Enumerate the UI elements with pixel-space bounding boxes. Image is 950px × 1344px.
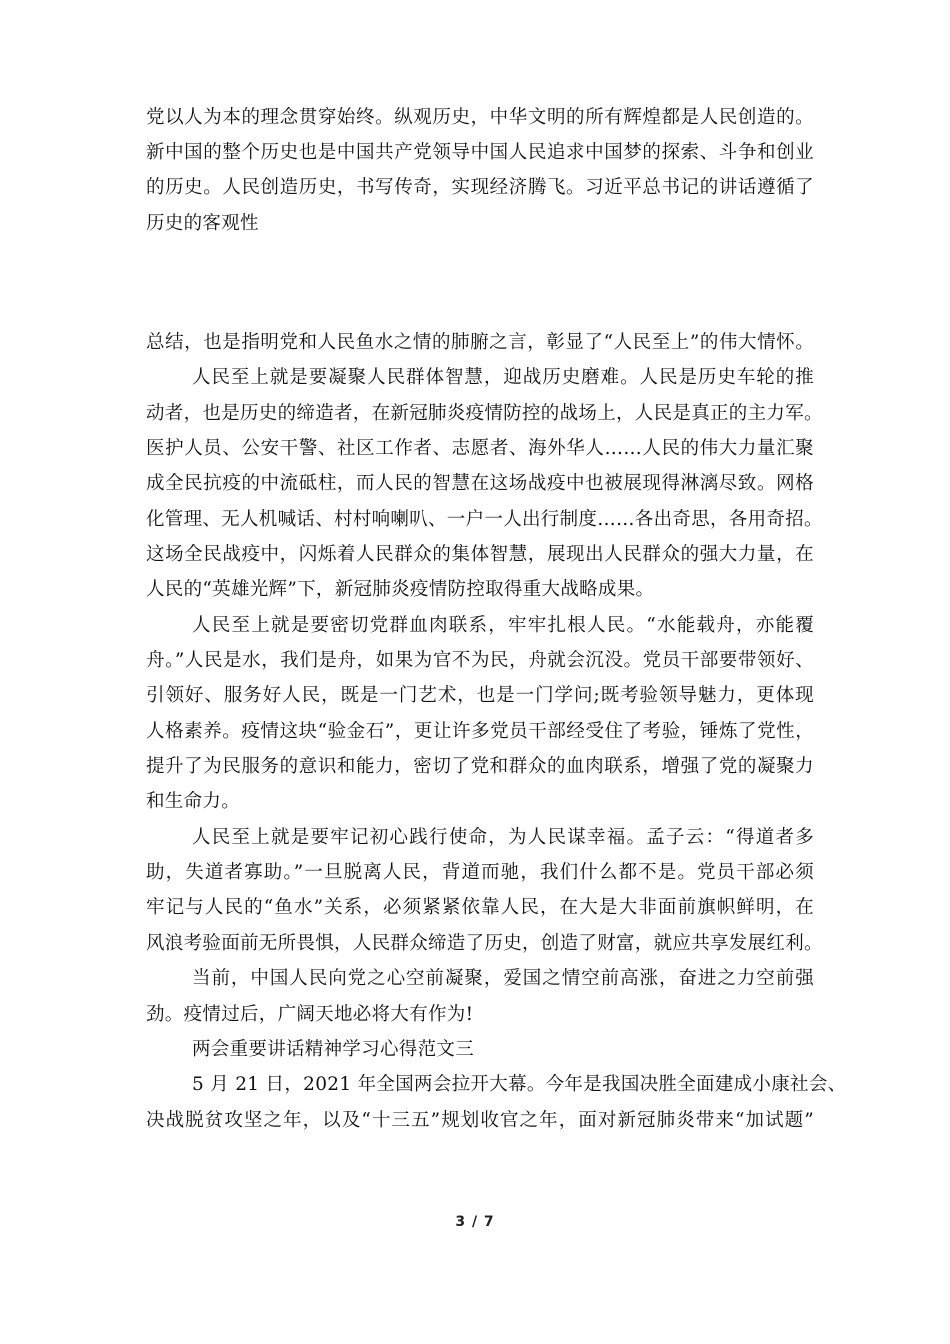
text-line: 总结，也是指明党和人民鱼水之情的肺腑之言，彰显了“人民至上”的伟大情怀。 (146, 332, 814, 353)
paragraph-first-line: 当前，中国人民向党之心空前凝聚，爱国之情空前高涨，奋进之力空前强 (192, 968, 814, 989)
text-line: 化管理、无人机喊话、村村响喇叭、一户一人出行制度……各出奇思，各用奇招。 (146, 509, 823, 530)
text-line: 医护人员、公安干警、社区工作者、志愿者、海外华人……人民的伟大力量汇聚 (146, 438, 814, 459)
text-line: 的历史。人民创造历史，书写传奇，实现经济腾飞。习近平总书记的讲话遵循了 (146, 177, 814, 198)
text-line: 人民的“英雄光辉”下，新冠肺炎疫情防控取得重大战略成果。 (146, 579, 655, 600)
text-line: 成全民抗疫的中流砥柱，而人民的智慧在这场战疫中也被展现得淋漓尽致。网格 (146, 473, 814, 494)
text-line: 引领好、服务好人民，既是一门艺术，也是一门学问;既考验领导魅力，更体现 (146, 685, 814, 706)
text-line: 和生命力。 (146, 791, 241, 812)
paragraph-first-line: 人民至上就是要密切党群血肉联系，牢牢扎根人民。“水能载舟，亦能覆 (192, 615, 814, 636)
paragraph-first-line: 人民至上就是要牢记初心践行使命，为人民谋幸福。孟子云：“得道者多 (192, 827, 814, 848)
text-line: 决战脱贫攻坚之年，以及“十三五”规划收官之年，面对新冠肺炎带来“加试题” (146, 1110, 814, 1131)
text-line: 动者，也是历史的缔造者，在新冠肺炎疫情防控的战场上，人民是真正的主力军。 (146, 403, 823, 424)
text-line: 提升了为民服务的意识和能力，密切了党和群众的血肉联系，增强了党的凝聚力 (146, 756, 814, 777)
text-line: 牢记与人民的“鱼水”关系，必须紧紧依靠人民，在大是大非面前旗帜鲜明，在 (146, 897, 814, 918)
page-number: 3 / 7 (455, 1214, 495, 1230)
text-line: 这场全民战疫中，闪烁着人民群众的集体智慧，展现出人民群众的强大力量，在 (146, 544, 814, 565)
section-heading: 两会重要讲话精神学习心得范文三 (192, 1039, 475, 1060)
text-line: 党以人为本的理念贯穿始终。纵观历史，中华文明的所有辉煌都是人民创造的。 (146, 107, 814, 128)
paragraph-first-line: 人民至上就是要凝聚人民群体智慧，迎战历史磨难。人民是历史车轮的推 (192, 367, 814, 388)
paragraph-first-line: 5 月 21 日，2021 年全国两会拉开大幕。今年是我国决胜全面建成小康社会、 (192, 1074, 847, 1095)
text-line: 风浪考验面前无所畏惧，人民群众缔造了历史，创造了财富，就应共享发展红利。 (146, 933, 823, 954)
text-line: 人格素养。疫情这块“验金石”，更让许多党员干部经受住了考验，锤炼了党性， (146, 721, 814, 742)
text-line: 舟。”人民是水，我们是舟，如果为官不为民，舟就会沉没。党员干部要带领好、 (146, 650, 814, 671)
text-line: 新中国的整个历史也是中国共产党领导中国人民追求中国梦的探索、斗争和创业 (146, 142, 814, 163)
text-line: 历史的客观性 (146, 213, 259, 234)
text-line: 劲。疫情过后，广阔天地必将大有作为! (146, 1004, 474, 1025)
text-line: 助，失道者寡助。”一旦脱离人民，背道而驰，我们什么都不是。党员干部必须 (146, 862, 814, 883)
